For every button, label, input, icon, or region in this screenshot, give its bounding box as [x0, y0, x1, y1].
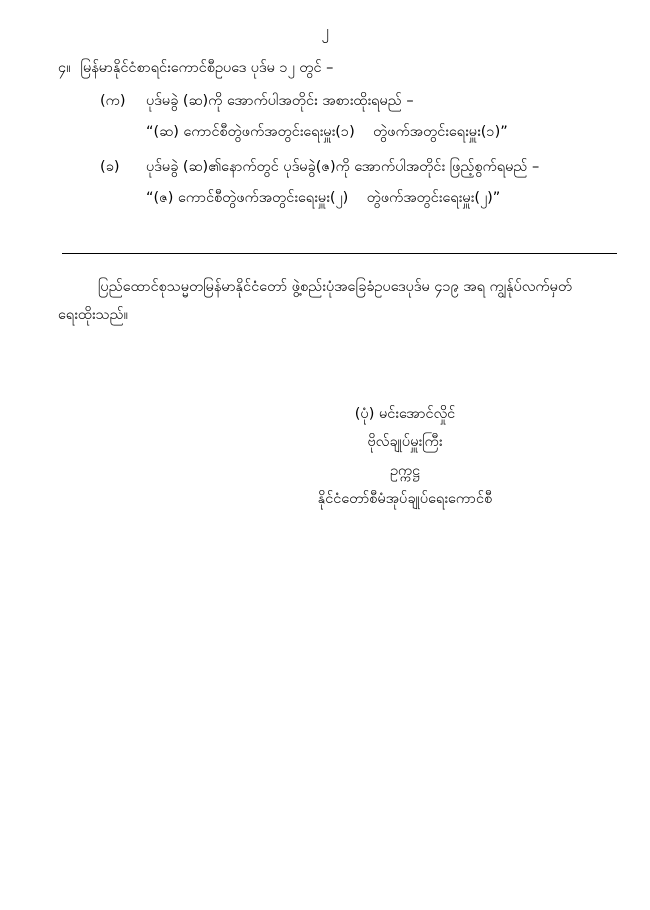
- closing-line-1: ပြည်ထောင်စုသမ္မတမြန်မာနိုင်ငံတော် ဖွဲ့စည်းပုံအခြေခံဥပဒေပုဒ်မ ၄၁၉ အရ ကျွန်ုပ်လက်မှတ်: [98, 279, 573, 295]
- closing-line-2: ရေးထိုးသည်။: [58, 306, 129, 323]
- subsection-text-kha: ပုဒ်မခွဲ (ဆ)၏နောက်တွင် ပုဒ်မခွဲ(ဇ)ကို အောက်ပါအတိုင်း ဖြည့်စွက်ရမည် –: [146, 159, 540, 176]
- signatory-title: ဥက္ကဋ္ဌ: [389, 462, 421, 479]
- section-text: မြန်မာနိုင်ငံစာရင်းကောင်စီဥပဒေ ပုဒ်မ ၁၂ တွင် –: [80, 60, 334, 76]
- subsection-kha: [100, 157, 598, 209]
- signatory-name: (ပုံ) မင်းအောင်လှိုင်: [354, 406, 456, 422]
- signatory-rank: ဗိုလ်ချုပ်မှူးကြီး: [367, 434, 443, 451]
- signature-block: [0, 400, 650, 513]
- subsection-quote-ka: “(ဆ) ကောင်စီတွဲဖက်အတွင်းရေးမှူး(၁) တွဲဖက်အတွင်းရေးမှူး(၁)”: [146, 124, 508, 141]
- subsection-marker-kha: (ခ): [100, 159, 120, 176]
- horizontal-divider: [62, 253, 617, 254]
- document-body: [58, 58, 598, 223]
- subsection-row: [100, 157, 598, 178]
- subsection-text-ka: ပုဒ်မခွဲ (ဆ)ကို အောက်ပါအတိုင်း အစားထိုးရမည် –: [146, 93, 414, 110]
- signatory-organization: နိုင်ငံတော်စီမံအုပ်ချုပ်ရေးကောင်စီ: [317, 490, 493, 507]
- subsection-row: [100, 91, 598, 112]
- subsection-marker-ka: (က): [100, 93, 126, 110]
- section-marker: ၄။: [58, 60, 71, 76]
- page-number: ၂: [321, 22, 329, 40]
- section-paragraph: [58, 58, 598, 79]
- subsection-quote-kha: “(ဇ) ကောင်စီတွဲဖက်အတွင်းရေးမှူး(၂) တွဲဖက်အတွင်းရေးမှူး(၂)”: [146, 190, 501, 207]
- closing-block: [58, 274, 618, 329]
- subsection-ka: [100, 91, 598, 143]
